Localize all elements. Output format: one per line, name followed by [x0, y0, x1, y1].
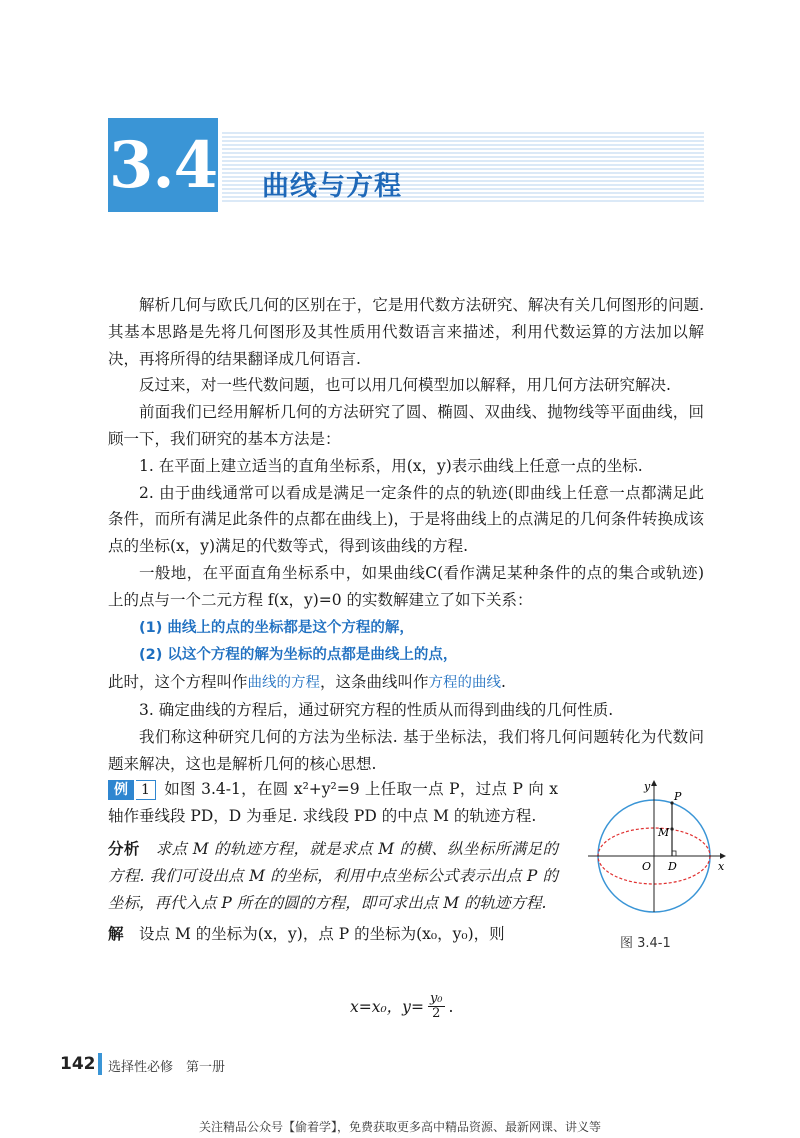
condition-2	[108, 641, 704, 669]
formula-left: x=x₀，y=	[350, 997, 424, 1016]
formula-numerator: y₀	[429, 991, 443, 1006]
section-title: 曲线与方程	[262, 171, 402, 202]
figure-caption: 图 3.4-1	[620, 936, 671, 951]
formula-end: .	[448, 997, 454, 1016]
definition-part-a: 此时，这个方程叫作	[108, 673, 248, 692]
page-number: 142	[60, 1054, 96, 1074]
paragraph-review: 前面我们已经用解析几何的方法研究了圆、椭圆、双曲线、抛物线等平面曲线，回顾一下，我们研究的基本方法是：	[108, 403, 704, 448]
example-1	[108, 776, 558, 948]
section-number-box	[108, 118, 218, 212]
solution-label: 解	[108, 925, 124, 943]
label-x: x	[718, 860, 725, 873]
label-m: M	[658, 826, 670, 839]
solution-text: 设点 M 的坐标为(x，y)，点 P 的坐标为(x₀，y₀)，则	[139, 925, 505, 943]
page-accent-bar	[98, 1053, 102, 1075]
paragraph-step-2: 2. 由于曲线通常可以看成是满足一定条件的点的轨迹(即曲线上任意一点都满足此条件，而所有满足此条件的点都在曲线上)，于是将曲线上的点满足的几何条件转换成该点的坐标(x，y)满足的代数等式，得到该曲线的方程.	[108, 483, 704, 556]
definition-part-c: .	[501, 673, 506, 692]
term-equation-curve: 方程的曲线	[428, 675, 502, 692]
condition-2-text: (2) 以这个方程的解为坐标的点都是曲线上的点，	[139, 647, 458, 664]
example-analysis	[108, 836, 558, 917]
point-m	[670, 827, 673, 830]
y-axis-arrow	[651, 780, 657, 786]
section-number: 3.4	[108, 127, 218, 203]
label-y: y	[644, 780, 651, 793]
condition-1	[108, 614, 704, 642]
term-curve-equation: 曲线的方程	[247, 675, 321, 692]
paragraph-reverse: 反过来，对一些代数问题，也可以用几何模型加以解释，用几何方法研究解决.	[139, 376, 671, 395]
body-text	[108, 292, 704, 777]
figure-circle-diagram	[586, 778, 736, 918]
x-axis-arrow	[720, 853, 726, 859]
formula-denominator: 2	[432, 1006, 441, 1021]
example-statement	[108, 776, 558, 830]
label-d: D	[668, 860, 677, 873]
paragraph-step-1: 1. 在平面上建立适当的直角坐标系，用(x，y)表示曲线上任意一点的坐标.	[139, 456, 643, 475]
label-o: O	[642, 860, 652, 873]
condition-1-text: (1) 曲线上的点的坐标都是这个方程的解，	[139, 619, 414, 636]
paragraph-conclusion: 我们称这种研究几何的方法为坐标法. 基于坐标法，我们将几何问题转化为代数问题来解决，这也是解析几何的核心思想.	[108, 727, 704, 773]
paragraph-definition	[108, 669, 704, 697]
paragraph-general: 一般地，在平面直角坐标系中，如果曲线C(看作满足某种条件的点的集合或轨迹)上的点与一个二元方程 f(x，y)=0 的实数解建立了如下关系：	[108, 563, 704, 609]
analysis-label: 分析	[108, 840, 140, 858]
analysis-text: 求点 M 的轨迹方程，就是求点 M 的横、纵坐标所满足的方程. 我们可设出点 M 的坐标，利用中点坐标公式表示出点 P 的坐标，再代入点 P 所在的圆的方程，即可求出点 M 的轨迹方程.	[108, 840, 558, 912]
formula-fraction	[428, 992, 445, 1021]
formula-midpoint	[350, 992, 453, 1021]
footer-note: 关注精品公众号【偷着学】，免费获取更多高中精品资源、最新网课、讲义等	[198, 1120, 601, 1134]
book-title: 选择性必修 第一册	[108, 1060, 226, 1075]
example-tag: 例	[108, 780, 134, 800]
example-number: 1	[136, 780, 156, 800]
example-text: 如图 3.4-1，在圆 x²+y²=9 上任取一点 P，过点 P 向 x 轴作垂线段 PD，D 为垂足. 求线段 PD 的中点 M 的轨迹方程.	[108, 780, 558, 825]
label-p: P	[674, 790, 682, 803]
paragraph-intro: 解析几何与欧氏几何的区别在于，它是用代数方法研究、解决有关几何图形的问题. 其基本思路是先将几何图形及其性质用代数语言来描述，利用代数运算的方法加以解决，再将所得的结果翻译成几何语言.	[108, 296, 704, 368]
paragraph-step-3: 3. 确定曲线的方程后，通过研究方程的性质从而得到曲线的几何性质.	[139, 700, 614, 719]
definition-part-b: ，这条曲线叫作	[320, 673, 429, 692]
example-solution	[108, 921, 558, 948]
